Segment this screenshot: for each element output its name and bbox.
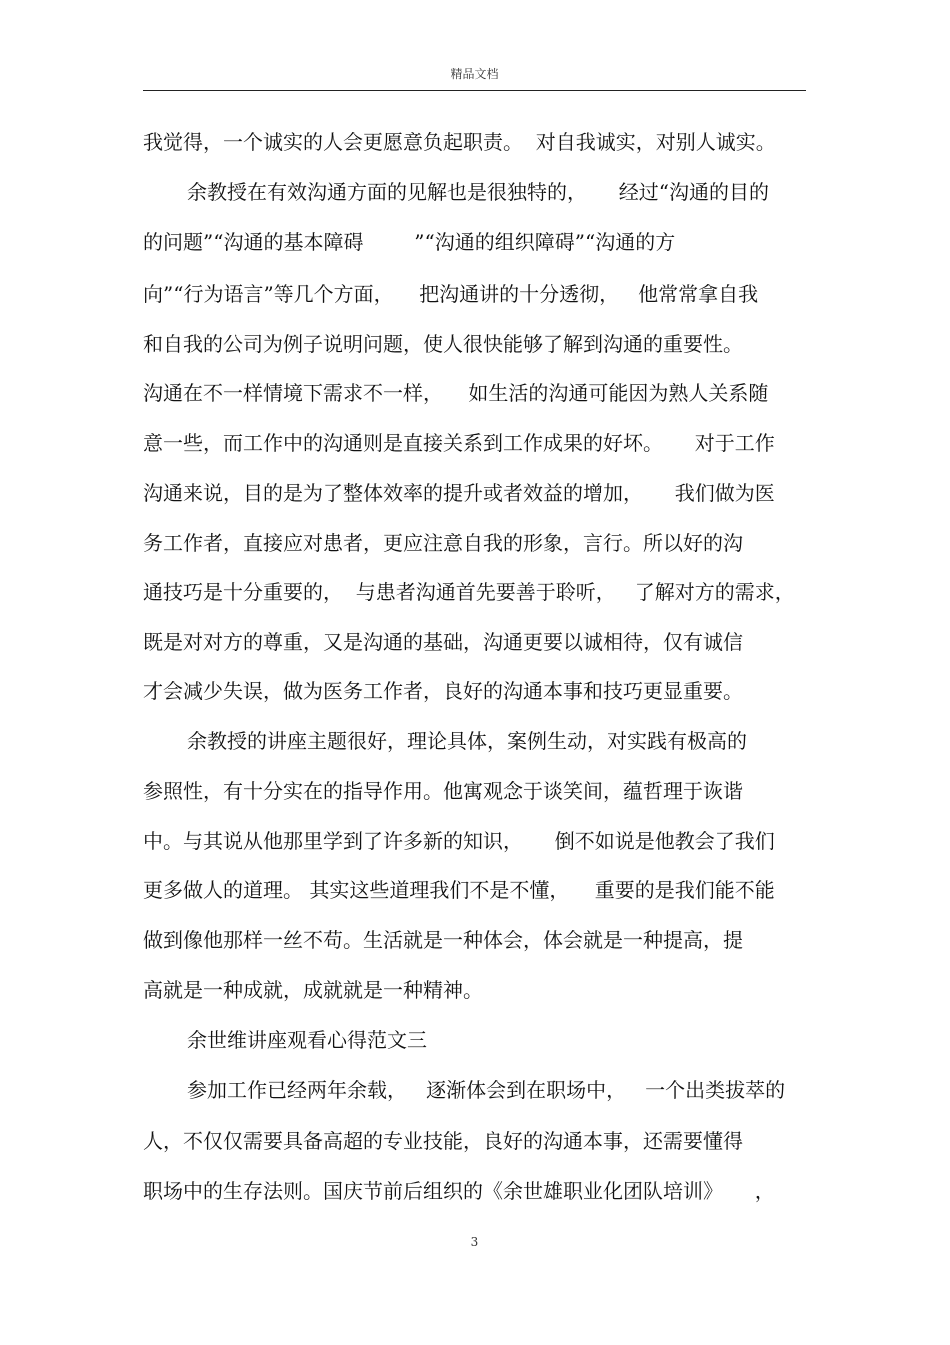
text-line: 参加工作已经两年余载， 逐渐体会到在职场中， 一个出类拔萃的 — [187, 1078, 786, 1102]
text-line: 沟通在不一样情境下需求不一样， 如生活的沟通可能因为熟人关系随 — [143, 381, 769, 405]
text-line: 既是对对方的尊重，又是沟通的基础，沟通更要以诚相待，仅有诚信 — [143, 630, 743, 654]
text-line: 意一些，而工作中的沟通则是直接关系到工作成果的好坏。 对于工作 — [143, 431, 775, 455]
text-line: 高就是一种成就，成就就是一种精神。 — [143, 978, 483, 1002]
text-line: 做到像他那样一丝不苟。生活就是一种体会，体会就是一种提高，提 — [143, 928, 743, 952]
text-line: 通技巧是十分重要的， 与患者沟通首先要善于聆听， 了解对方的需求， — [143, 580, 795, 604]
text-line: 我觉得，一个诚实的人会更愿意负起职责。 对自我诚实，对别人诚实。 — [143, 130, 776, 154]
text-line: 务工作者，直接应对患者，更应注意自我的形象，言行。所以好的沟 — [143, 531, 743, 555]
section-heading: 余世维讲座观看心得范文三 — [187, 1028, 427, 1052]
text-line: 余教授的讲座主题很好，理论具体，案例生动，对实践有极高的 — [187, 729, 747, 753]
text-line: 向”“行为语言”等几个方面， 把沟通讲的十分透彻， 他常常拿自我 — [143, 282, 759, 306]
text-line: 和自我的公司为例子说明问题，使人很快能够了解到沟通的重要性。 — [143, 332, 743, 356]
text-line: 中。与其说从他那里学到了许多新的知识， 倒不如说是他教会了我们 — [143, 829, 775, 853]
page-header-title: 精品文档 — [450, 67, 499, 81]
text-line: 更多做人的道理。 其实这些道理我们不是不懂， 重要的是我们能不能 — [143, 878, 775, 902]
header-divider — [143, 90, 806, 91]
text-line: 职场中的生存法则。国庆节前后组织的《余世雄职业化团队培训》 ， — [143, 1179, 775, 1203]
text-line: 余教授在有效沟通方面的见解也是很独特的， 经过“沟通的目的 — [187, 180, 770, 204]
page-number: 3 — [470, 1235, 479, 1249]
text-line: 人，不仅仅需要具备高超的专业技能，良好的沟通本事，还需要懂得 — [143, 1129, 743, 1153]
text-line: 才会减少失误，做为医务工作者，良好的沟通本事和技巧更显重要。 — [143, 679, 743, 703]
text-line: 的问题”“沟通的基本障碍 ”“沟通的组织障碍”“沟通的方 — [143, 230, 676, 254]
text-line: 沟通来说，目的是为了整体效率的提升或者效益的增加， 我们做为医 — [143, 481, 775, 505]
text-line: 参照性，有十分实在的指导作用。他寓观念于谈笑间，蕴哲理于诙谐 — [143, 779, 743, 803]
